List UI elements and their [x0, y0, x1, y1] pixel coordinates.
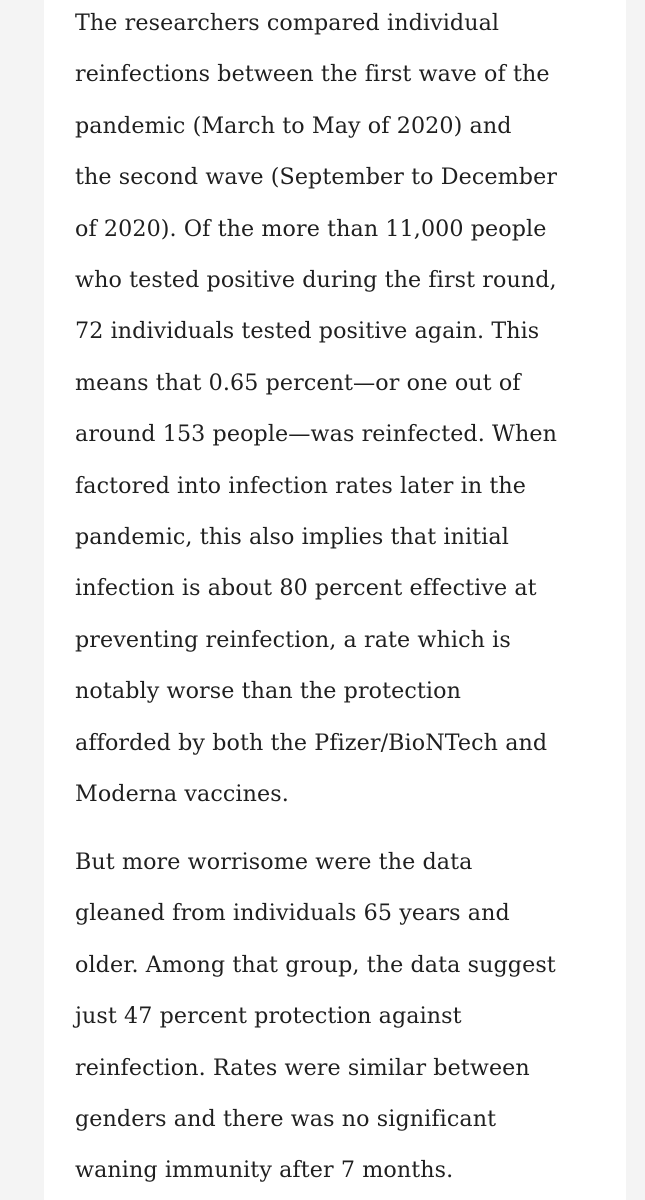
text-line: gleaned from individuals 65 years and — [75, 900, 510, 927]
text-line: genders and there was no significant — [75, 1106, 497, 1133]
text-line: pandemic (March to May of 2020) and — [75, 112, 512, 139]
text-line: factored into infection rates later in the — [75, 472, 527, 499]
text-line: pandemic, this also implies that initial — [75, 524, 509, 551]
text-line: reinfection. Rates were similar between — [75, 1054, 530, 1081]
text-line: who tested positive during the first round, — [75, 267, 557, 294]
text-line: notably worse than the protection — [75, 678, 461, 705]
text-line: The researchers compared individual — [75, 10, 500, 36]
text-line: the second wave (September to December — [75, 164, 558, 191]
text-line: infection is about 80 percent effective at — [75, 575, 537, 602]
text-line: around 153 people—was reinfected. When — [75, 421, 557, 448]
right-margin — [626, 0, 645, 1200]
text-line: But more worrisome were the data — [75, 849, 473, 875]
text-line: means that 0.65 percent—or one out of — [75, 369, 521, 396]
text-line: 72 individuals tested positive again. This — [75, 318, 540, 345]
text-line: of 2020). Of the more than 11,000 people — [75, 215, 547, 242]
text-line: older. Among that group, the data suggest — [75, 951, 556, 978]
text-line: waning immunity after 7 months. — [75, 1157, 454, 1184]
paragraph-older-adults — [75, 837, 585, 1197]
text-line: reinfections between the first wave of the — [75, 61, 550, 88]
text-line: preventing reinfection, a rate which is — [75, 626, 511, 653]
text-line: Moderna vaccines. — [75, 781, 289, 808]
paragraph-reinfection-study — [75, 0, 585, 821]
text-line: afforded by both the Pfizer/BioNTech and — [75, 729, 548, 756]
text-line: just 47 percent protection against — [75, 1003, 462, 1030]
